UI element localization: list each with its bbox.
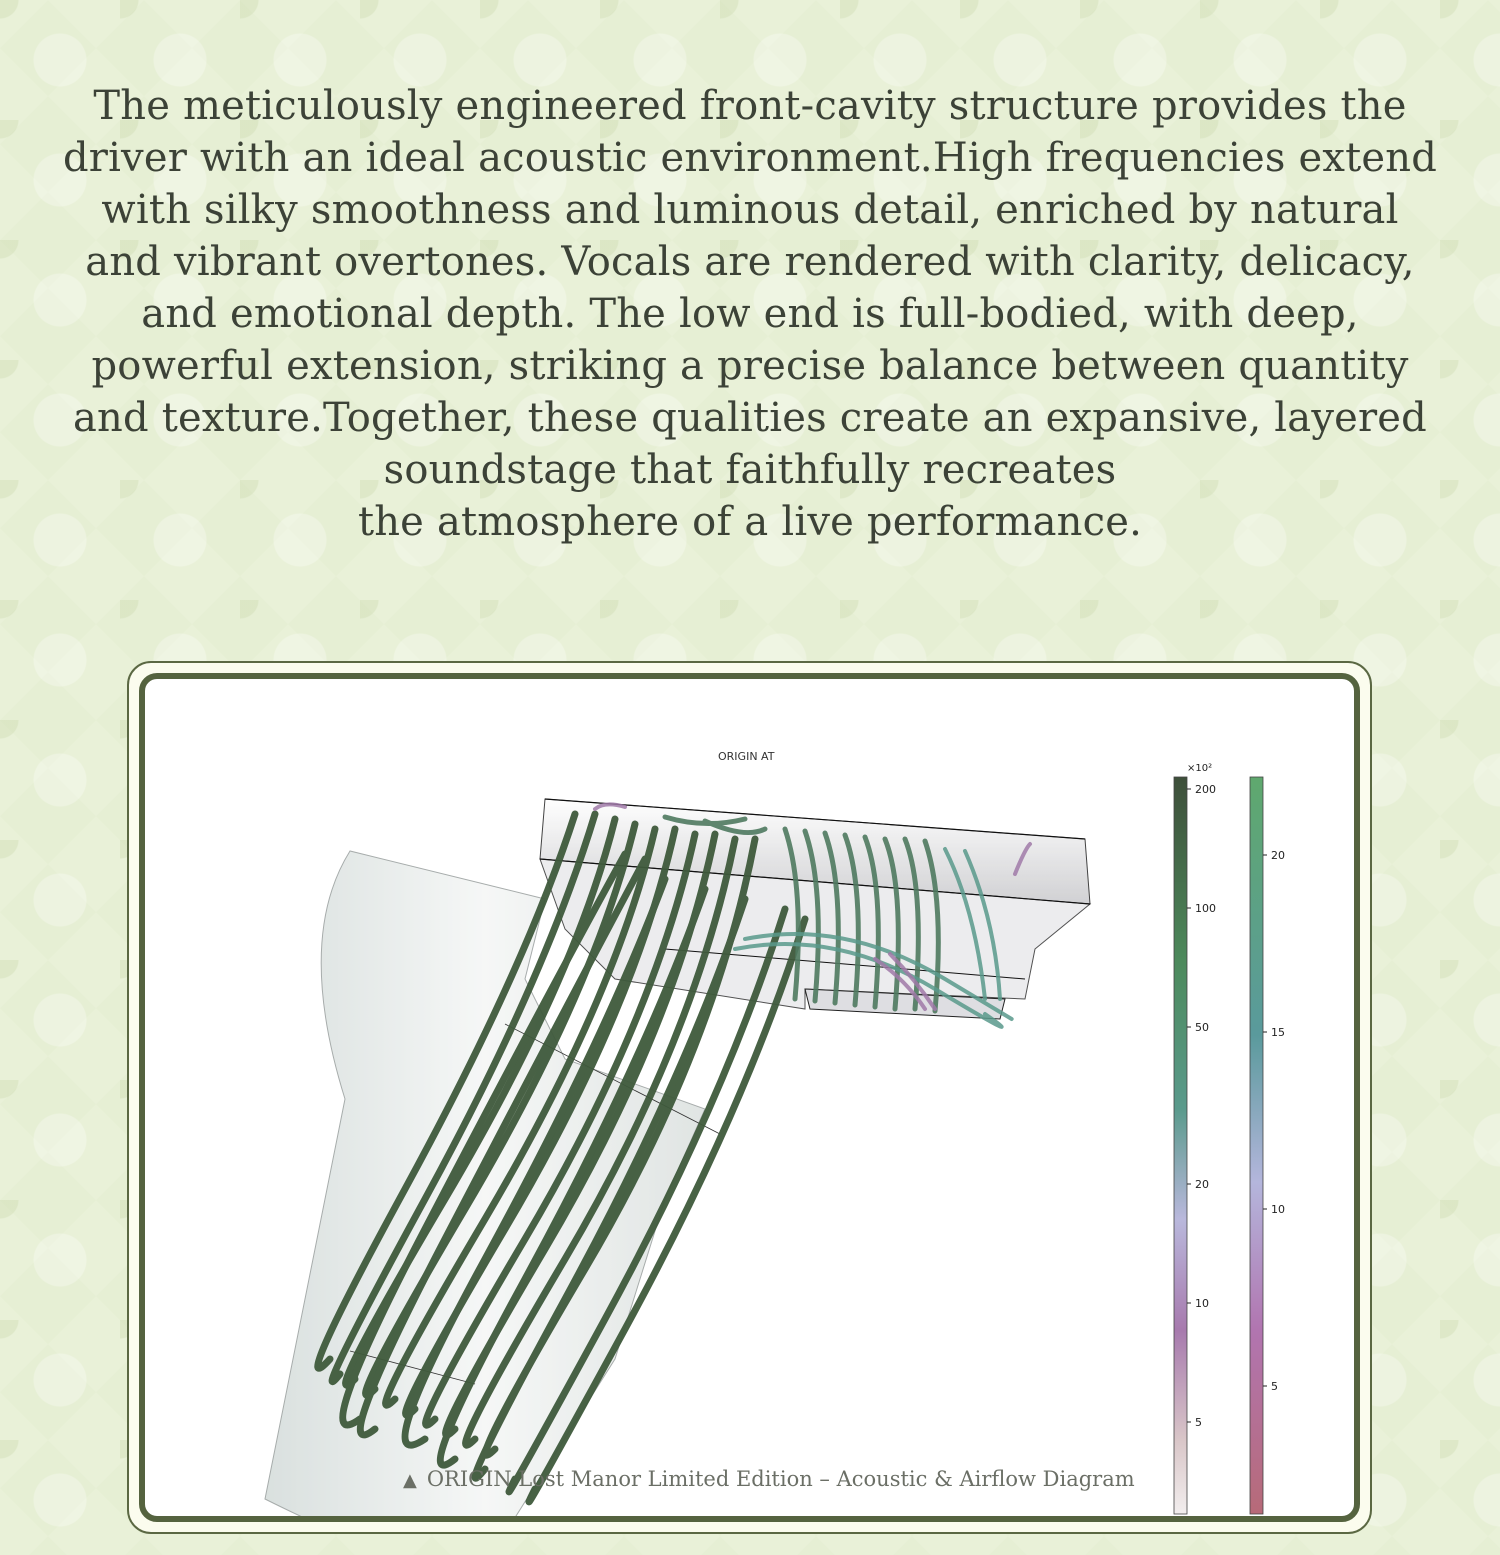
caption-text: ORIGIN Lost Manor Limited Edition – Acoustic & Airflow Diagram — [426, 1467, 1135, 1491]
diagram-title: ORIGIN AT — [718, 750, 775, 763]
right-scale-tick-label: 15 — [1271, 1026, 1285, 1039]
airflow-diagram — [145, 679, 1354, 1516]
right-scale-tick-label: 5 — [1271, 1380, 1278, 1393]
intro-line: and emotional depth. The low end is full-bodied, with deep, — [141, 291, 1359, 337]
triangle-up-icon: ▲ — [403, 1470, 417, 1491]
intro-paragraph — [50, 80, 1450, 548]
left-scale-tick-label: 5 — [1195, 1416, 1202, 1429]
left-scale-bar — [1174, 777, 1187, 1514]
intro-line: and vibrant overtones. Vocals are rendered with clarity, delicacy, — [85, 239, 1415, 285]
left-scale-tick-label: 50 — [1195, 1021, 1209, 1034]
diagram-panel — [139, 673, 1360, 1522]
left-scale-ticks — [1187, 783, 1216, 1429]
right-scale-tick-label: 10 — [1271, 1203, 1285, 1216]
right-scale-tick-label: 20 — [1271, 849, 1285, 862]
left-scale-tick-label: 10 — [1195, 1297, 1209, 1310]
left-scale-tick-label: 20 — [1195, 1178, 1209, 1191]
intro-line: with silky smoothness and luminous detail, enriched by natural — [101, 187, 1399, 233]
intro-line: driver with an ideal acoustic environment.High frequencies extend — [62, 135, 1438, 181]
intro-line: soundstage that faithfully recreates — [383, 447, 1117, 493]
left-color-scale — [1174, 763, 1216, 1514]
right-scale-ticks — [1263, 849, 1285, 1393]
right-color-scale — [1250, 777, 1285, 1514]
intro-line: the atmosphere of a live performance. — [357, 499, 1143, 545]
right-scale-bar — [1250, 777, 1263, 1514]
left-scale-tick-label: 100 — [1195, 902, 1216, 915]
intro-line: The meticulously engineered front-cavity structure provides the — [93, 83, 1407, 129]
diagram-frame — [127, 661, 1372, 1534]
diagram-caption — [403, 1467, 1135, 1491]
left-scale-multiplier: ×10² — [1187, 763, 1213, 774]
left-scale-tick-label: 200 — [1195, 783, 1216, 796]
intro-line: powerful extension, striking a precise balance between quantity — [91, 343, 1409, 389]
intro-line: and texture.Together, these qualities create an expansive, layered — [73, 395, 1427, 441]
